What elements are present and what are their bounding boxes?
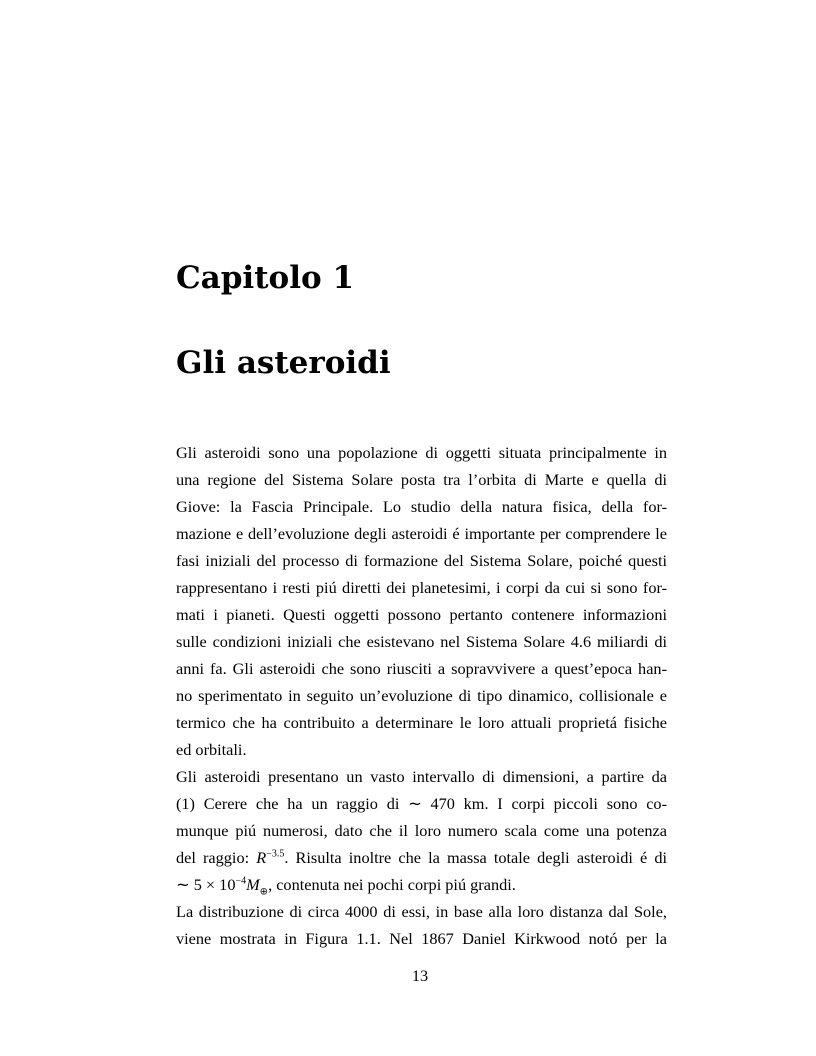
text-line: no sperimentato in seguito un’evoluzione di tipo dinamico, collisionale e [176,686,667,705]
math-subscript: ⊕ [259,886,269,898]
math-exponent: −4 [235,875,247,887]
math-variable: M [246,875,260,894]
text-line: mati i pianeti. Questi oggetti possono pertanto contenere informazioni [176,605,667,624]
text-line: sulle condizioni iniziali che esistevano nel Sistema Solare 4.6 miliardi di [176,632,667,651]
text-line: Gli asteroidi sono una popolazione di oggetti situata principalmente in [176,443,667,462]
text-line: mazione e dell’evoluzione degli asteroidi é importante per comprendere le [176,524,667,543]
text-line: rappresentano i resti piú diretti dei planetesimi, i corpi da cui si sono for- [176,578,667,597]
text-line: La distribuzione di circa 4000 di essi, in base alla loro distanza dal Sole, [176,902,667,921]
text-line: una regione del Sistema Solare posta tra l’orbita di Marte e quella di [176,470,667,489]
text-line: Giove: la Fascia Principale. Lo studio della natura fisica, della for- [176,497,667,516]
text-segment: . Risulta inoltre che la massa totale degli asteroidi é di [284,848,667,867]
page-number: 13 [411,966,429,985]
text-line: ed orbitali. [176,740,247,759]
math-exponent: −3.5 [266,848,285,860]
text-segment: , contenuta nei pochi corpi piú grandi. [268,875,516,894]
text-line: fasi iniziali del processo di formazione del Sistema Solare, poiché questi [176,551,667,570]
text-line-formula [176,844,667,871]
math-variable: R [256,848,267,867]
chapter-title: Gli asteroidi [176,345,391,381]
text-line: anni fa. Gli asteroidi che sono riusciti a sopravvivere a quest’epoca han- [176,659,667,678]
text-line: Gli asteroidi presentano un vasto intervallo di dimensioni, a partire da [176,767,667,786]
chapter-label: Capitolo 1 [176,260,355,296]
text-line-formula [176,871,667,898]
text-line: termico che ha contribuito a determinare le loro attuali proprietá fisiche [176,713,667,732]
text-line: munque piú numerosi, dato che il loro numero scala come una potenza [176,821,667,840]
text-segment: ∼ 5 × 10 [176,875,236,894]
text-segment: del raggio: [176,848,257,867]
text-line: viene mostrata in Figura 1.1. Nel 1867 Daniel Kirkwood notó per la [176,929,667,948]
text-line: (1) Cerere che ha un raggio di ∼ 470 km. I corpi piccoli sono co- [176,794,667,813]
